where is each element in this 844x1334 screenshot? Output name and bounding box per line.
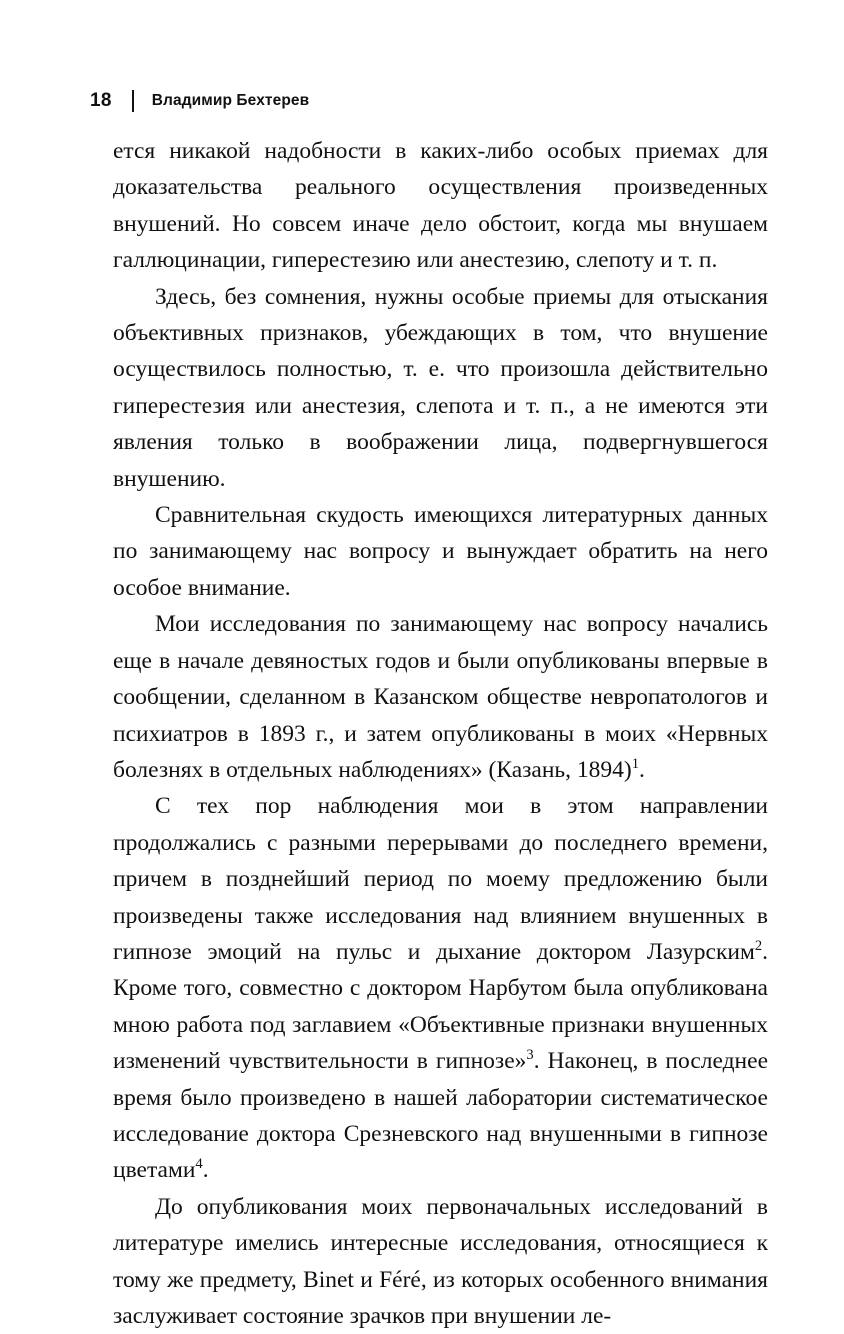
page-body	[113, 133, 768, 1334]
paragraph-5-text-after-3: .	[202, 1157, 209, 1184]
page-number: 18	[90, 90, 112, 111]
paragraph-3: Сравнительная скудость имеющихся литературных данных по занимающему нас вопросу и вынуждает обратить на него особое внимание.	[113, 502, 768, 601]
header-author-name: Владимир Бехтерев	[151, 92, 310, 109]
footnote-marker-4: 4	[195, 1156, 203, 1173]
paragraph-4-text-after: .	[639, 756, 645, 783]
footnote-marker-3: 3	[526, 1047, 534, 1064]
paragraph-4-text: Мои исследования по занимающему нас вопросу начались еще в начале девяностых годов и были опубликованы впервые в сообщении, сделанном в Казанском обществе невропатологов и психиатров в 1893 г., и затем опубликованы в моих «Нервных болезнях в отдельных наблюдениях» (Казань, 1894)	[113, 611, 768, 783]
footnote-marker-1: 1	[631, 756, 640, 773]
paragraph-2: Здесь, без сомнения, нужны особые приемы для отыскания объективных признаков, убеждающих в том, что внушение осуществилось полностью, т. е. что произошла действительно гиперестезия или анестезия, слепота и т. п., а не имеются эти явления только в воображении лица, подвергнувшегося внушению.	[113, 283, 768, 492]
paragraph-1: ется никакой надобности в каких-либо особых приемах для доказательства реального осуществления произведенных внушений. Но совсем иначе дело обстоит, когда мы внушаем галлюцинации, гиперестезию или анестезию, слепоту и т. п.	[113, 138, 768, 274]
header-divider	[132, 90, 134, 112]
page-header	[90, 88, 770, 114]
footnote-marker-2: 2	[754, 938, 763, 955]
paragraph-6: До опубликования моих первоначальных исследований в литературе имелись интересные исследования, относящиеся к тому же предмету, Binet и Féré, из которых особенного внимания заслуживает состояние зрачков при внушении ле-	[113, 1193, 768, 1329]
paragraph-4	[113, 606, 768, 788]
paragraph-5	[113, 788, 768, 1188]
paragraph-5-text: С тех пор наблюдения мои в этом направлении продолжались с разными перерывами до последнего времени, причем в позднейший период по моему предложению были произведены также исследования над влиянием внушенных в гипнозе эмоций на пульс и дыхание доктором Лазурским	[113, 793, 768, 965]
paragraph-5-text-after-2: . Наконец, в последнее время было произведено в нашей лаборатории систематическое исследование доктора Срезневского над внушенными в гипнозе цветами	[113, 1048, 768, 1184]
paragraph-5-text-after: . Кроме того, совместно с доктором Нарбутом была опубликована мною работа под заглавием «Объективные признаки внушенных изменений чувствительности в гипнозе»	[113, 938, 768, 1075]
